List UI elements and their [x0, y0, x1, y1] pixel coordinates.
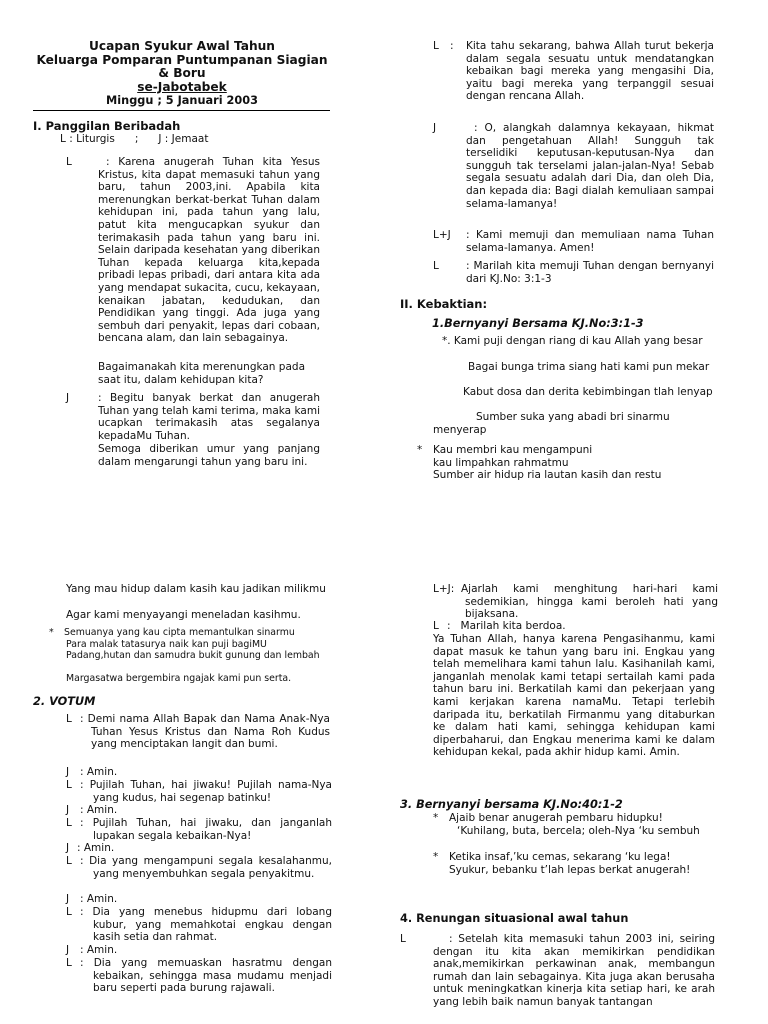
role-legend: L : Liturgis ; J : Jemaat	[60, 133, 209, 145]
reflection-text: : Setelah kita memasuki tahun 2003 ini, seiring dengan itu kita akan memikirkan pendidikan anak,memikirkan perkawinan anak, membangun rumah dan lain sebagainya. Kita juga akan berusaha untuk meningkatkan kinerja kita setiap hari, ke arah yang lebih baik namun banyak tantangan	[433, 933, 715, 1008]
speaker-tag: J	[66, 392, 70, 404]
section-1-heading: I. Panggilan Beribadah	[33, 119, 181, 133]
title-divider	[33, 110, 330, 111]
speaker-tag: L	[400, 933, 406, 945]
hymn-line: Ketika insaf,’ku cemas, sekarang ‘ku lega!	[449, 851, 671, 863]
hymn-line: *. Kami puji dengan riang di kau Allah yang besar	[442, 335, 703, 347]
speaker-tag: L	[66, 779, 72, 791]
speaker-tag: L	[433, 40, 439, 52]
hymn-line: Semuanya yang kau cipta memantulkan sinarmu	[64, 627, 295, 638]
hymn-line: Bagai bunga trima siang hati kami pun mekar	[468, 361, 710, 373]
liturgy-text: Kita tahu sekarang, bahwa Allah turut bekerja dalam segala sesuatu untuk mendatangkan kebaikan bagi mereka yang mengasihi Dia, yaitu bagi mereka yang terpanggil sesuai dengan rencana Allah.	[466, 40, 714, 103]
speaker-tag: L+J	[433, 229, 451, 241]
title-line-3: & Boru	[158, 66, 206, 81]
document-title	[33, 40, 331, 108]
speaker-tag: L+J:	[433, 583, 455, 595]
title-line-4: se-Jabotabek	[137, 79, 227, 94]
title-line-2: Keluarga Pomparan Puntumpanan Siagian	[36, 52, 328, 67]
section-2-heading: II. Kebaktian:	[400, 297, 488, 311]
votum-text: : Pujilah Tuhan, hai jiwaku, dan janganlah lupakan segala kebaikan-Nya!	[80, 817, 332, 842]
speaker-tag: J	[66, 893, 70, 905]
hymn-line: Margasatwa bergembira ngajak kami pun serta.	[66, 673, 292, 684]
verse-bullet: *	[433, 851, 439, 863]
speaker-tag: L	[66, 906, 72, 918]
speaker-tag: L	[66, 957, 72, 969]
speaker-tag: L	[66, 156, 72, 168]
title-line-1: Ucapan Syukur Awal Tahun	[89, 39, 275, 53]
votum-text: : Amin.	[80, 804, 118, 816]
congregation-text: Ajarlah kami menghitung hari-hari kami sedemikian, hingga kami beroleh hati yang bijaksana.	[461, 583, 718, 621]
verse-bullet: *	[417, 444, 423, 456]
congregation-text: : Kami memuji dan memuliaan nama Tuhan selama-lamanya. Amen!	[466, 229, 714, 254]
congregation-text: : Begitu banyak berkat dan anugerah Tuhan yang telah kami terima, maka kami ucapkan terimakasih atas segalanya kepadaMu Tuhan.	[98, 392, 320, 442]
hymn-line: Agar kami menyayangi meneladan kasihmu.	[66, 609, 301, 621]
speaker-tag: J	[66, 944, 70, 956]
verse-bullet: *	[433, 812, 439, 824]
votum-text: : Amin.	[80, 766, 118, 778]
speaker-tag: L	[66, 713, 72, 725]
votum-text: : Amin.	[80, 944, 118, 956]
speaker-tag: L	[433, 620, 439, 632]
hymn-1-heading: 1.Bernyanyi Bersama KJ.No:3:1-3	[432, 317, 644, 330]
hymn-line: ‘Kuhilang, buta, bercela; oleh-Nya ‘ku sembuh	[457, 825, 700, 837]
speaker-tag: J	[66, 766, 70, 778]
hymn-line: Yang mau hidup dalam kasih kau jadikan milikmu	[66, 583, 326, 595]
speaker-tag: J	[66, 842, 70, 854]
votum-text: : Dia yang menebus hidupmu dari lobang kubur, yang memahkotai engkau dengan kasih setia dan rahmat.	[80, 906, 332, 944]
votum-text: : Amin.	[80, 893, 118, 905]
liturgy-text: : Karena anugerah Tuhan kita Yesus Kristus, kita dapat memasuki tahun yang baru, tahun 2003,ini. Apabila kita merenungkan berkat-berkat Tuhan dalam kehidupan ini, pada tahun yang lalu, patut kita mengucapkan syukur dan terimakasih pada tahun yang baru ini. Selain daripada kesehatan yang diberikan Tuhan kepada keluarga kita,kepada pribadi lepas pribadi, dari antara kita ada yang mendapat sukacita, cucu, kekayaan, kenaikan jabatan, kedudukan, dan Pendidikan yang tinggi. Ada juga yang sembuh dari penyakit, lepas dari cobaan, bencana alam, dan lain sebagainya.	[98, 156, 320, 345]
reflection-heading: 4. Renungan situasional awal tahun	[400, 912, 629, 925]
congregation-text: : O, alangkah dalamnya kekayaan, hikmat dan pengetahuan Allah! Sungguh tak terselidiki keputusan-keputusan-Nya dan sungguh tak terselami jalan-jalan-Nya! Sebab segala sesuatu adalah dari Dia, dan oleh Dia, dan kepada dia: Bagi dialah kemuliaan sampai selama-lamanya!	[466, 122, 714, 210]
hymn-line: Sumber air hidup ria lautan kasih dan restu	[433, 469, 662, 481]
votum-text: : Dia yang memuaskan hasratmu dengan kebaikan, sehingga masa mudamu menjadi baru seperti pada burung rajawali.	[80, 957, 332, 995]
votum-text: : Dia yang mengampuni segala kesalahanmu, yang menyembuhkan segala penyakitmu.	[80, 855, 332, 880]
hymn-line: Padang,hutan dan samudra bukit gunung dan lembah	[66, 650, 320, 661]
title-date: Minggu ; 5 Januari 2003	[106, 94, 258, 108]
hymn-3-heading: 3. Bernyanyi bersama KJ.No:40:1-2	[400, 798, 623, 811]
speaker-tag: L	[433, 260, 439, 272]
liturgy-text: Bagaimanakah kita merenungkan pada saat itu, dalam kehidupan kita?	[98, 361, 306, 386]
speaker-tag: J	[66, 804, 70, 816]
hymn-line: Para malak tatasurya naik kan puji bagiMU	[66, 639, 267, 650]
hymn-line: Kau membri kau mengampuni	[433, 444, 593, 456]
votum-text: : Amin.	[77, 842, 115, 854]
liturgy-text: : Marilah kita berdoa.	[447, 620, 566, 632]
prayer-text: Ya Tuhan Allah, hanya karena Pengasihanmu, kami dapat masuk ke tahun yang baru ini. Engkau yang telah memelihara kami tahun lalu. Kasihanilah kami, janganlah menolak kami tetapi sertailah kami pada tahun baru ini. Berkatilah kami dan pekerjaan yang kami kerjakan karena namaMu. Tetapi terlebih daripada itu, berkatilah Firmanmu yang ditaburkan ke dalam hati kami, sehingga kehidupan kami diperbaharui, dan Engkau menerima kami ke dalam kehidupan kekal, pada akhir hidup kami. Amin.	[433, 633, 715, 759]
liturgy-text: : Marilah kita memuji Tuhan dengan bernyanyi dari KJ.No: 3:1-3	[466, 260, 714, 285]
verse-bullet: *	[49, 627, 54, 638]
hymn-line: Kabut dosa dan derita kebimbingan tlah lenyap	[463, 386, 713, 398]
colon: :	[450, 40, 454, 52]
speaker-tag: J	[433, 122, 437, 134]
hymn-line: Syukur, bebanku t’lah lepas berkat anugerah!	[449, 864, 691, 876]
votum-text: : Demi nama Allah Bapak dan Nama Anak-Nya Tuhan Yesus Kristus dan Nama Roh Kudus yang menciptakan langit dan bumi.	[80, 713, 330, 751]
congregation-text: Semoga diberikan umur yang panjang dalam mengarungi tahun yang baru ini.	[98, 443, 320, 468]
speaker-tag: L	[66, 855, 72, 867]
votum-heading: 2. VOTUM	[33, 695, 96, 708]
hymn-line: kau limpahkan rahmatmu	[433, 457, 569, 469]
hymn-line: Sumber suka yang abadi bri sinarmu menyerap	[433, 411, 670, 436]
speaker-tag: L	[66, 817, 72, 829]
hymn-line: Ajaib benar anugerah pembaru hidupku!	[449, 812, 663, 824]
votum-text: : Pujilah Tuhan, hai jiwaku! Pujilah nama-Nya yang kudus, hai segenap batinku!	[80, 779, 332, 804]
